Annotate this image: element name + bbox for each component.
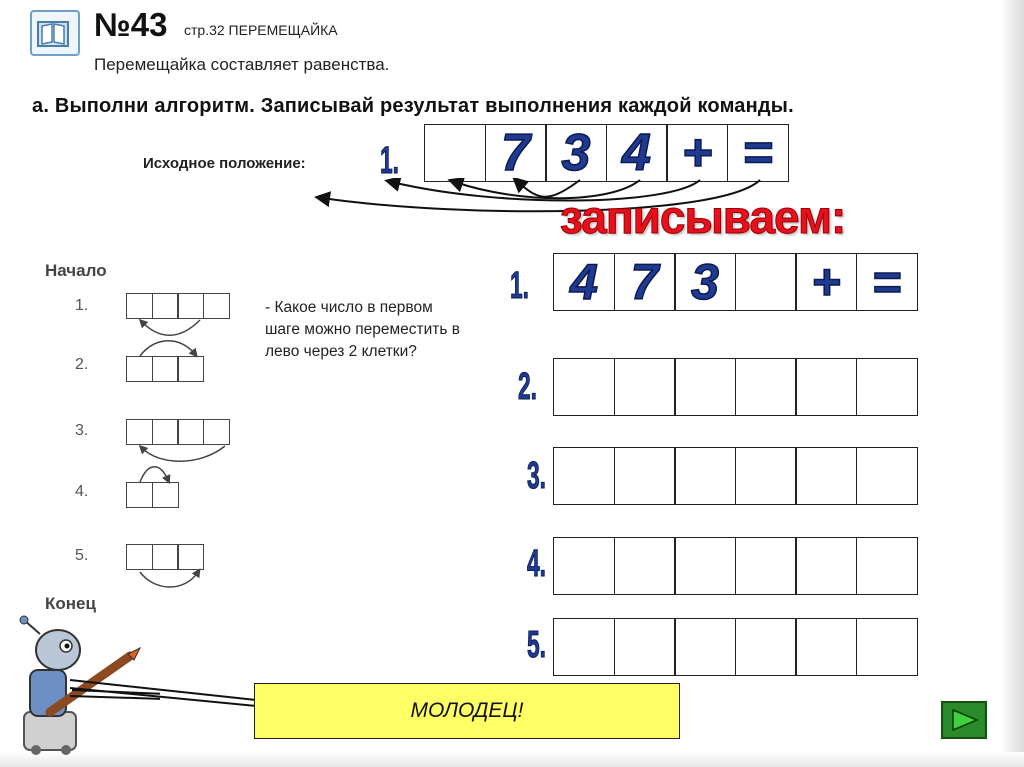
answer-cell[interactable]: [674, 537, 736, 595]
answer-cell[interactable]: [735, 447, 797, 505]
answer-step-number: 1.: [510, 265, 530, 307]
answer-cell[interactable]: [795, 618, 857, 676]
play-next-icon[interactable]: [941, 701, 987, 739]
answer-cell[interactable]: [856, 358, 918, 416]
algorithm-step-number: 1.: [75, 297, 89, 314]
initial-cell: 4: [606, 124, 668, 182]
initial-cells: [424, 124, 789, 182]
initial-cell: 7: [485, 124, 547, 182]
answer-cell[interactable]: [856, 537, 918, 595]
answer-cell[interactable]: [795, 447, 857, 505]
answer-row-1: [553, 253, 918, 311]
answer-cell[interactable]: 4: [553, 253, 615, 311]
page-shadow-right: [1000, 0, 1024, 767]
answer-cell[interactable]: [735, 537, 797, 595]
algorithm-step-number: 2.: [75, 356, 89, 373]
feedback-box: МОЛОДЕЦ!: [254, 683, 680, 739]
answer-row-5: [553, 618, 918, 676]
answer-row-4: [553, 537, 918, 595]
answer-cell[interactable]: +: [795, 253, 857, 311]
answer-cell[interactable]: [614, 618, 676, 676]
answer-cell[interactable]: [674, 618, 736, 676]
answer-cell[interactable]: 7: [614, 253, 676, 311]
answer-cell[interactable]: [614, 447, 676, 505]
answer-step-number: 5.: [527, 624, 547, 666]
pointer-lines: [60, 660, 260, 720]
hint-question: - Какое число в первом шаге можно переместить в лево через 2 клетки?: [265, 299, 461, 360]
algorithm-step-number: 3.: [75, 422, 89, 439]
algorithm-arrows: [120, 300, 250, 600]
answer-row-2: [553, 358, 918, 416]
initial-position-label: Исходное положение:: [143, 155, 306, 172]
answer-cell[interactable]: [795, 358, 857, 416]
initial-step-number: 1.: [380, 140, 400, 182]
answer-cell[interactable]: [553, 447, 615, 505]
record-label: записываем:: [560, 191, 846, 243]
algorithm-start: Начало: [45, 261, 107, 280]
answer-cell[interactable]: =: [856, 253, 918, 311]
algorithm-step-number: 5.: [75, 547, 89, 564]
subtitle: Перемещайка составляет равенства.: [94, 55, 390, 74]
exercise-number: №43: [94, 6, 168, 43]
answer-cell[interactable]: [856, 618, 918, 676]
initial-cell: +: [666, 124, 728, 182]
answer-cell[interactable]: [674, 358, 736, 416]
answer-cell[interactable]: [674, 447, 736, 505]
answer-cell[interactable]: [614, 358, 676, 416]
answer-cell[interactable]: [553, 537, 615, 595]
answer-cell[interactable]: [553, 358, 615, 416]
algorithm-end: Конец: [45, 594, 96, 613]
task-text: а. Выполни алгоритм. Записывай результат выполнения каждой команды.: [32, 95, 794, 117]
answer-step-number: 3.: [527, 455, 547, 497]
initial-cell: =: [727, 124, 789, 182]
answer-cell[interactable]: [735, 358, 797, 416]
page-reference: стр.32 ПЕРЕМЕЩАЙКА: [184, 22, 338, 38]
book-logo-icon: [30, 10, 80, 56]
answer-cell[interactable]: [735, 253, 797, 311]
answer-cell[interactable]: [856, 447, 918, 505]
initial-cell: 3: [545, 124, 607, 182]
answer-cell[interactable]: 3: [674, 253, 736, 311]
answer-cell[interactable]: [553, 618, 615, 676]
answer-cell[interactable]: [614, 537, 676, 595]
initial-cell: [424, 124, 486, 182]
answer-cell[interactable]: [735, 618, 797, 676]
answer-row-3: [553, 447, 918, 505]
answer-cell[interactable]: [795, 537, 857, 595]
algorithm-step-number: 4.: [75, 483, 89, 500]
answer-step-number: 4.: [527, 543, 547, 585]
answer-step-number: 2.: [518, 366, 538, 408]
